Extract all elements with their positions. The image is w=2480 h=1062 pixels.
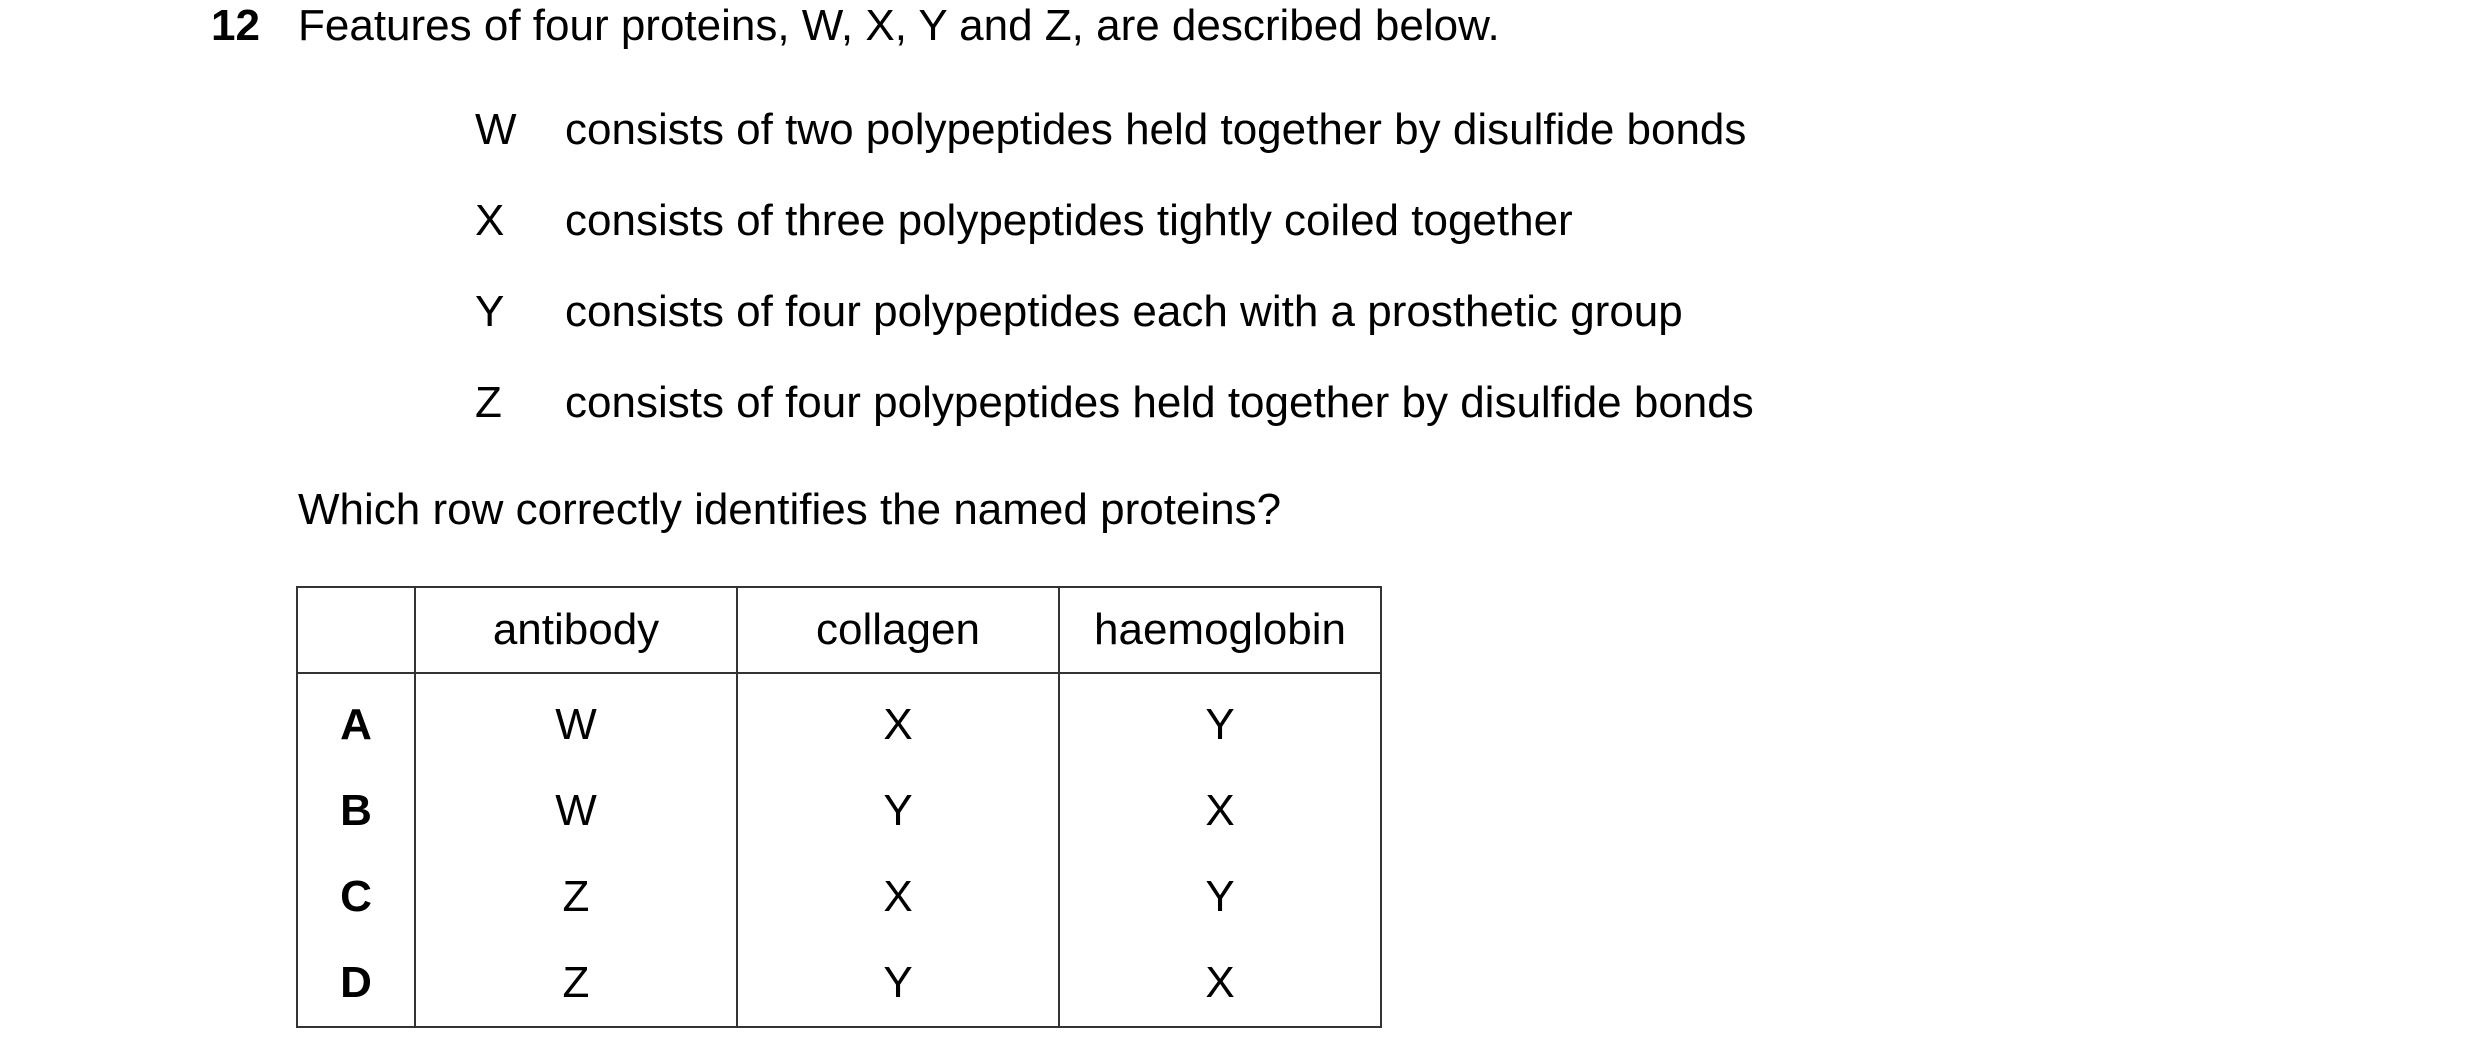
feature-text: consists of four polypeptides held together by disulfide bonds	[565, 378, 1754, 427]
feature-text: consists of four polypeptides each with a prosthetic group	[565, 287, 1683, 336]
table-cell: Z	[415, 854, 737, 940]
table-row-c	[297, 854, 1381, 940]
table-row-b	[297, 768, 1381, 854]
column-header-collagen: collagen	[737, 587, 1059, 673]
question-text: Features of four proteins, W, X, Y and Z, are described below.	[298, 1, 1500, 50]
table-cell: Y	[737, 768, 1059, 854]
table-row-d	[297, 940, 1381, 1027]
table-cell: X	[1059, 940, 1381, 1027]
feature-label: W	[475, 105, 517, 154]
column-header-antibody: antibody	[415, 587, 737, 673]
table-cell: X	[737, 854, 1059, 940]
column-header-haemoglobin: haemoglobin	[1059, 587, 1381, 673]
feature-text: consists of two polypeptides held together by disulfide bonds	[565, 105, 1747, 154]
table-cell: Y	[737, 940, 1059, 1027]
row-label: C	[297, 854, 415, 940]
table-cell: Z	[415, 940, 737, 1027]
question-number: 12	[211, 1, 260, 50]
table-cell: Y	[1059, 854, 1381, 940]
table-cell: W	[415, 673, 737, 768]
feature-label: X	[475, 196, 505, 245]
row-label: A	[297, 673, 415, 768]
answer-table	[296, 586, 1382, 1028]
question-prompt: Which row correctly identifies the named proteins?	[298, 485, 1282, 534]
table-row-a	[297, 673, 1381, 768]
table-corner-cell	[297, 587, 415, 673]
table-header-row	[297, 587, 1381, 673]
table-cell: X	[1059, 768, 1381, 854]
row-label: D	[297, 940, 415, 1027]
feature-label: Z	[475, 378, 502, 427]
table-cell: Y	[1059, 673, 1381, 768]
table-cell: X	[737, 673, 1059, 768]
feature-label: Y	[475, 287, 505, 336]
feature-text: consists of three polypeptides tightly coiled together	[565, 196, 1573, 245]
table-cell: W	[415, 768, 737, 854]
row-label: B	[297, 768, 415, 854]
